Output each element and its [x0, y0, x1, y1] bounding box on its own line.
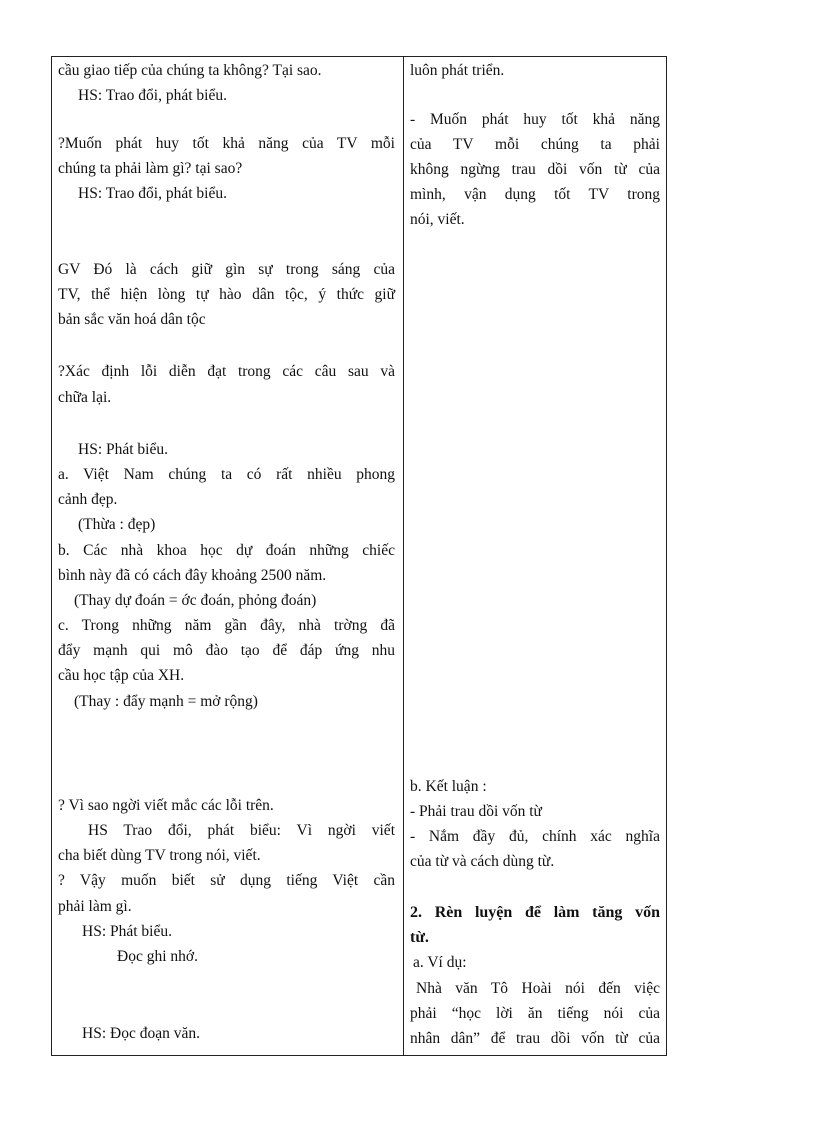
- left-line: chữa lại.: [58, 389, 112, 406]
- right-line: nói, viết.: [410, 211, 465, 228]
- right-line: của TV mỗi chúng ta phải: [410, 136, 660, 153]
- left-line: c. Trong những năm gần đây, nhà trờng đã: [58, 617, 395, 634]
- left-line: ?Muốn phát huy tốt khả năng của TV mỗi: [58, 135, 395, 152]
- right-line: của từ và cách dùng từ.: [410, 853, 555, 870]
- left-line: Đọc ghi nhớ.: [117, 948, 198, 965]
- left-line: ? Vì sao ngời viết mắc các lỗi trên.: [58, 797, 274, 814]
- right-line: không ngừng trau dồi vốn từ của: [410, 161, 660, 178]
- left-line: chúng ta phải làm gì? tại sao?: [58, 160, 243, 177]
- left-line: bản sắc văn hoá dân tộc: [58, 311, 206, 328]
- content-column: [404, 57, 666, 1055]
- right-line: - Phải trau dồi vốn từ: [410, 803, 542, 820]
- left-line: (Thay : đẩy mạnh = mở rộng): [74, 693, 258, 710]
- left-line: HS: Trao đổi, phát biểu.: [78, 185, 227, 202]
- right-line: phải “học lời ăn tiếng nói của: [410, 1005, 660, 1022]
- right-line: b. Kết luận :: [410, 778, 487, 795]
- left-line: cảnh đẹp.: [58, 491, 118, 508]
- right-line: Nhà văn Tô Hoài nói đến việc: [416, 980, 660, 997]
- activities-column: [52, 57, 404, 1055]
- section-heading: 2. Rèn luyện để làm tăng vốn: [410, 904, 660, 921]
- left-line: HS: Trao đổi, phát biểu.: [78, 87, 227, 104]
- lesson-table: [51, 56, 667, 1056]
- left-line: HS: Phát biểu.: [82, 923, 172, 940]
- left-line: phải làm gì.: [58, 898, 132, 915]
- left-line: HS: Phát biểu.: [78, 441, 168, 458]
- left-line: TV, thể hiện lòng tự hào dân tộc, ý thức giữ: [58, 286, 395, 303]
- left-line: b. Các nhà khoa học dự đoán những chiếc: [58, 542, 395, 559]
- right-line: luôn phát triển.: [410, 62, 505, 79]
- right-line: a. Ví dụ:: [413, 954, 467, 971]
- left-line: (Thừa : đẹp): [78, 516, 156, 533]
- left-line: ?Xác định lỗi diễn đạt trong các câu sau và: [58, 363, 395, 380]
- left-line: a. Việt Nam chúng ta có rất nhiều phong: [58, 466, 395, 483]
- right-line: - Muốn phát huy tốt khả năng: [410, 111, 660, 128]
- right-line: mình, vận dụng tốt TV trong: [410, 186, 660, 203]
- left-line: (Thay dự đoán = ớc đoán, phỏng đoán): [74, 592, 317, 609]
- left-line: cầu học tập của XH.: [58, 667, 185, 684]
- right-line: - Nắm đầy đủ, chính xác nghĩa: [410, 828, 660, 845]
- left-line: cha biết dùng TV trong nói, viết.: [58, 847, 261, 864]
- left-line: GV Đó là cách giữ gìn sự trong sáng của: [58, 261, 395, 278]
- left-line: bình này đã có cách đây khoảng 2500 năm.: [58, 567, 327, 584]
- left-line: HS: Đọc đoạn văn.: [82, 1025, 200, 1042]
- left-line: HS Trao đổi, phát biểu: Vì ngời viết: [88, 822, 395, 839]
- left-line: ? Vậy muốn biết sử dụng tiếng Việt cần: [58, 872, 395, 889]
- right-line: nhân dân” để trau dồi vốn từ của: [410, 1030, 660, 1047]
- left-line: cầu giao tiếp của chúng ta không? Tại sao.: [58, 62, 322, 79]
- left-line: đẩy mạnh qui mô đào tạo để đáp ứng nhu: [58, 642, 395, 659]
- section-heading: từ.: [410, 929, 429, 946]
